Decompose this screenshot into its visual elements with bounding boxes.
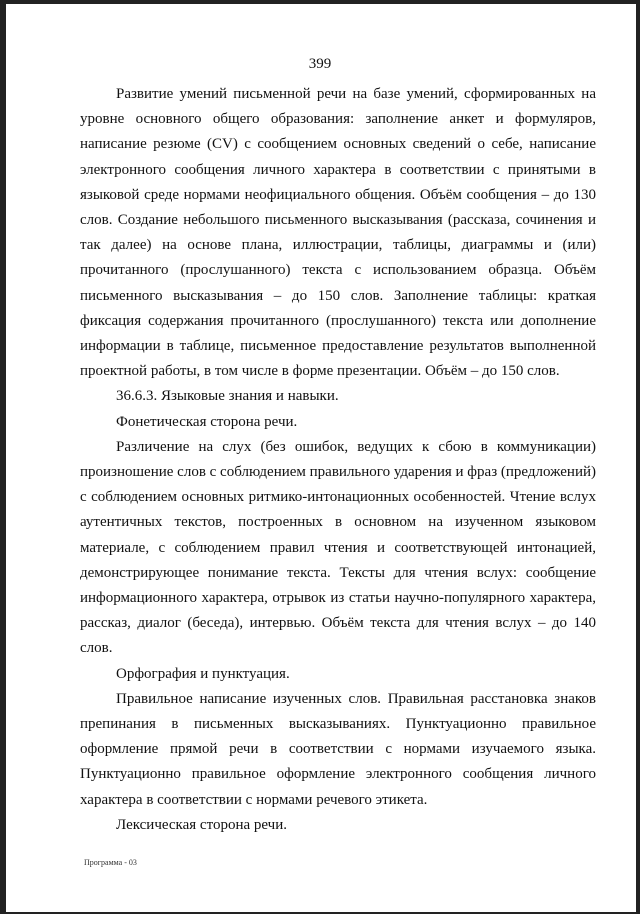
scan-border-top: [0, 0, 640, 4]
document-body: [80, 82, 596, 838]
paragraph-orthography: Правильное написание изученных слов. Правильная расстановка знаков препинания в письменных высказываниях. Пунктуационно правильное оформление прямой речи в соответствии с нормами изучаемого языка. Пунктуационно правильное оформление электронного сообщения личного характера в соответствии с нормами речевого этикета.: [80, 690, 596, 808]
paragraph-phonetics: Различение на слух (без ошибок, ведущих к сбою в коммуникации) произношение слов с соблюдением правильного ударения и фраз (предложений) с соблюдением основных ритмико-интонационных особенностей. Чтение вслух аутентичных текстов, построенных в основном на изученном языковом материале, с соблюдением правил чтения и соответствующей интонацией, демонстрирующее понимание текста. Тексты для чтения вслух: сообщение информационного характера, отрывок из статьи научно-популярного характера, рассказ, диалог (беседа), интервью. Объём текста для чтения вслух – до 140 слов.: [80, 438, 596, 657]
subheading-lexical: Лексическая сторона речи.: [116, 816, 287, 833]
section-heading-language-knowledge: 36.6.3. Языковые знания и навыки.: [116, 388, 339, 405]
scan-border-right: [636, 0, 640, 914]
page-number: 399: [308, 56, 332, 72]
subheading-orthography: Орфография и пунктуация.: [116, 665, 290, 682]
scan-border-left: [0, 0, 6, 914]
footer-label: Программа - 03: [84, 858, 137, 867]
subheading-phonetics: Фонетическая сторона речи.: [116, 413, 298, 430]
paragraph-writing-skills: Развитие умений письменной речи на базе умений, сформированных на уровне основного общего образования: заполнение анкет и формуляров, написание резюме (CV) с сообщением основных сведений о себе, написание электронного сообщения личного характера в соответствии с принятыми в языковой среде нормами неофициального общения. Объём сообщения – до 130 слов. Создание небольшого письменного высказывания (рассказа, сочинения и так далее) на основе плана, иллюстрации, таблицы, диаграммы и (или) прочитанного (прослушанного) текста с использованием образца. Объём письменного высказывания – до 150 слов. Заполнение таблицы: краткая фиксация содержания прочитанного (прослушанного) текста или дополнение информации в таблице, письменное предоставление результатов выполненной проектной работы, в том числе в форме презентации. Объём – до 150 слов.: [80, 86, 596, 380]
